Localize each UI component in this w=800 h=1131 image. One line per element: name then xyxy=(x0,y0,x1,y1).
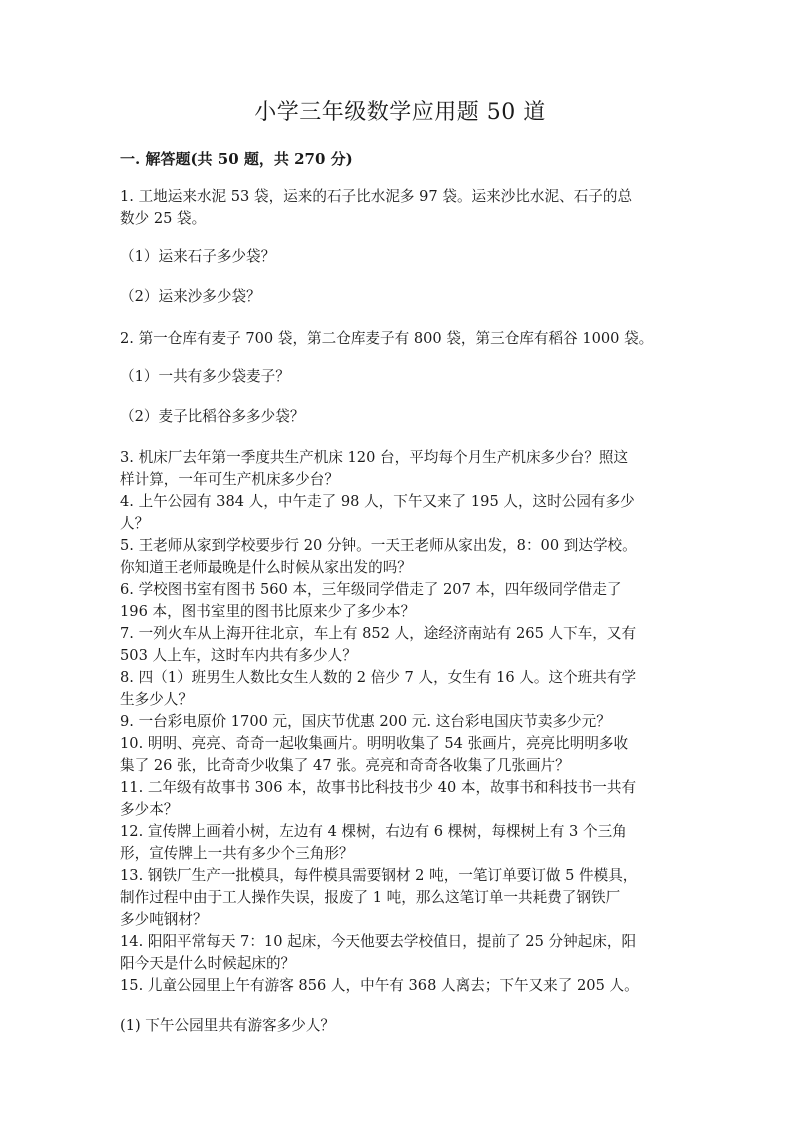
question-line: 你知道王老师最晚是什么时候从家出发的吗？ xyxy=(120,559,412,576)
page-title: 小学三年级数学应用题 50 道 xyxy=(254,100,546,125)
question-line: 14. 阳阳平常每天 7：10 起床，今天他要去学校值日，提前了 25 分钟起床，阳 xyxy=(120,933,637,950)
question-line: 12. 宣传牌上画着小树，左边有 4 棵树，右边有 6 棵树，每棵树上有 3 个三角 xyxy=(120,823,627,840)
question-line: 多少吨钢材？ xyxy=(120,911,208,928)
question-line: 7. 一列火车从上海开往北京，车上有 852 人，途经济南站有 265 人下车，又有 xyxy=(120,625,637,642)
question-line: 阳今天是什么时候起床的？ xyxy=(120,955,296,972)
sub-question-line: (1) 下午公园里共有游客多少人？ xyxy=(120,1017,336,1034)
question-line: 11. 二年级有故事书 306 本，故事书比科技书少 40 本，故事书和科技书一共有 xyxy=(120,779,637,796)
question-line: 6. 学校图书室有图书 560 本，三年级同学借走了 207 本，四年级同学借走了 xyxy=(120,581,622,598)
question-line: 形，宣传牌上一共有多少个三角形？ xyxy=(120,845,354,862)
question-line: 制作过程中由于工人操作失误，报废了 1 吨，那么这笔订单一共耗费了钢铁厂 xyxy=(120,889,621,906)
question-line: 8. 四（1）班男生人数比女生人数的 2 倍少 7 人，女生有 16 人。这个班共有学 xyxy=(120,669,637,686)
question-line: 集了 26 张，比奇奇少收集了 47 张。亮亮和奇奇各收集了几张画片？ xyxy=(120,757,570,774)
question-line: 生多少人？ xyxy=(120,691,193,708)
sub-question-line: （2）运来沙多少袋？ xyxy=(120,288,261,305)
question-line: 4. 上午公园有 384 人，中午走了 98 人，下午又来了 195 人，这时公园有多少 xyxy=(120,493,635,510)
question-line: 5. 王老师从家到学校要步行 20 分钟。一天王老师从家出发，8：00 到达学校。 xyxy=(120,537,637,554)
question-line: 人？ xyxy=(120,515,150,532)
question-line: 9. 一台彩电原价 1700 元，国庆节优惠 200 元. 这台彩电国庆节卖多少元？ xyxy=(120,713,611,730)
sub-question-line: （1）运来石子多少袋？ xyxy=(120,248,276,265)
question-line: 503 人上车，这时车内共有多少人？ xyxy=(120,647,357,664)
question-line: 13. 钢铁厂生产一批模具，每件模具需要钢材 2 吨，一笔订单要订做 5 件模具， xyxy=(120,867,638,884)
question-line: 1. 工地运来水泥 53 袋，运来的石子比水泥多 97 袋。运来沙比水泥、石子的总 xyxy=(120,188,633,205)
question-line: 15. 儿童公园里上午有游客 856 人，中午有 368 人离去；下午又来了 205 人。 xyxy=(120,977,639,994)
question-line: 数少 25 袋。 xyxy=(120,210,207,227)
question-line: 196 本，图书室里的图书比原来少了多少本？ xyxy=(120,603,416,620)
question-line: 3. 机床厂去年第一季度共生产机床 120 台，平均每个月生产机床多少台？照这 xyxy=(120,449,629,466)
sub-question-line: （2）麦子比稻谷多多少袋？ xyxy=(120,408,305,425)
question-line: 2. 第一仓库有麦子 700 袋，第二仓库麦子有 800 袋，第三仓库有稻谷 1000 袋。 xyxy=(120,330,654,347)
question-line: 10. 明明、亮亮、奇奇一起收集画片。明明收集了 54 张画片，亮亮比明明多收 xyxy=(120,735,629,752)
question-line: 多少本？ xyxy=(120,801,179,818)
section-heading: 一. 解答题(共 50 题，共 270 分) xyxy=(120,150,353,168)
question-line: 样计算，一年可生产机床多少台？ xyxy=(120,471,339,488)
sub-question-line: （1）一共有多少袋麦子？ xyxy=(120,368,290,385)
